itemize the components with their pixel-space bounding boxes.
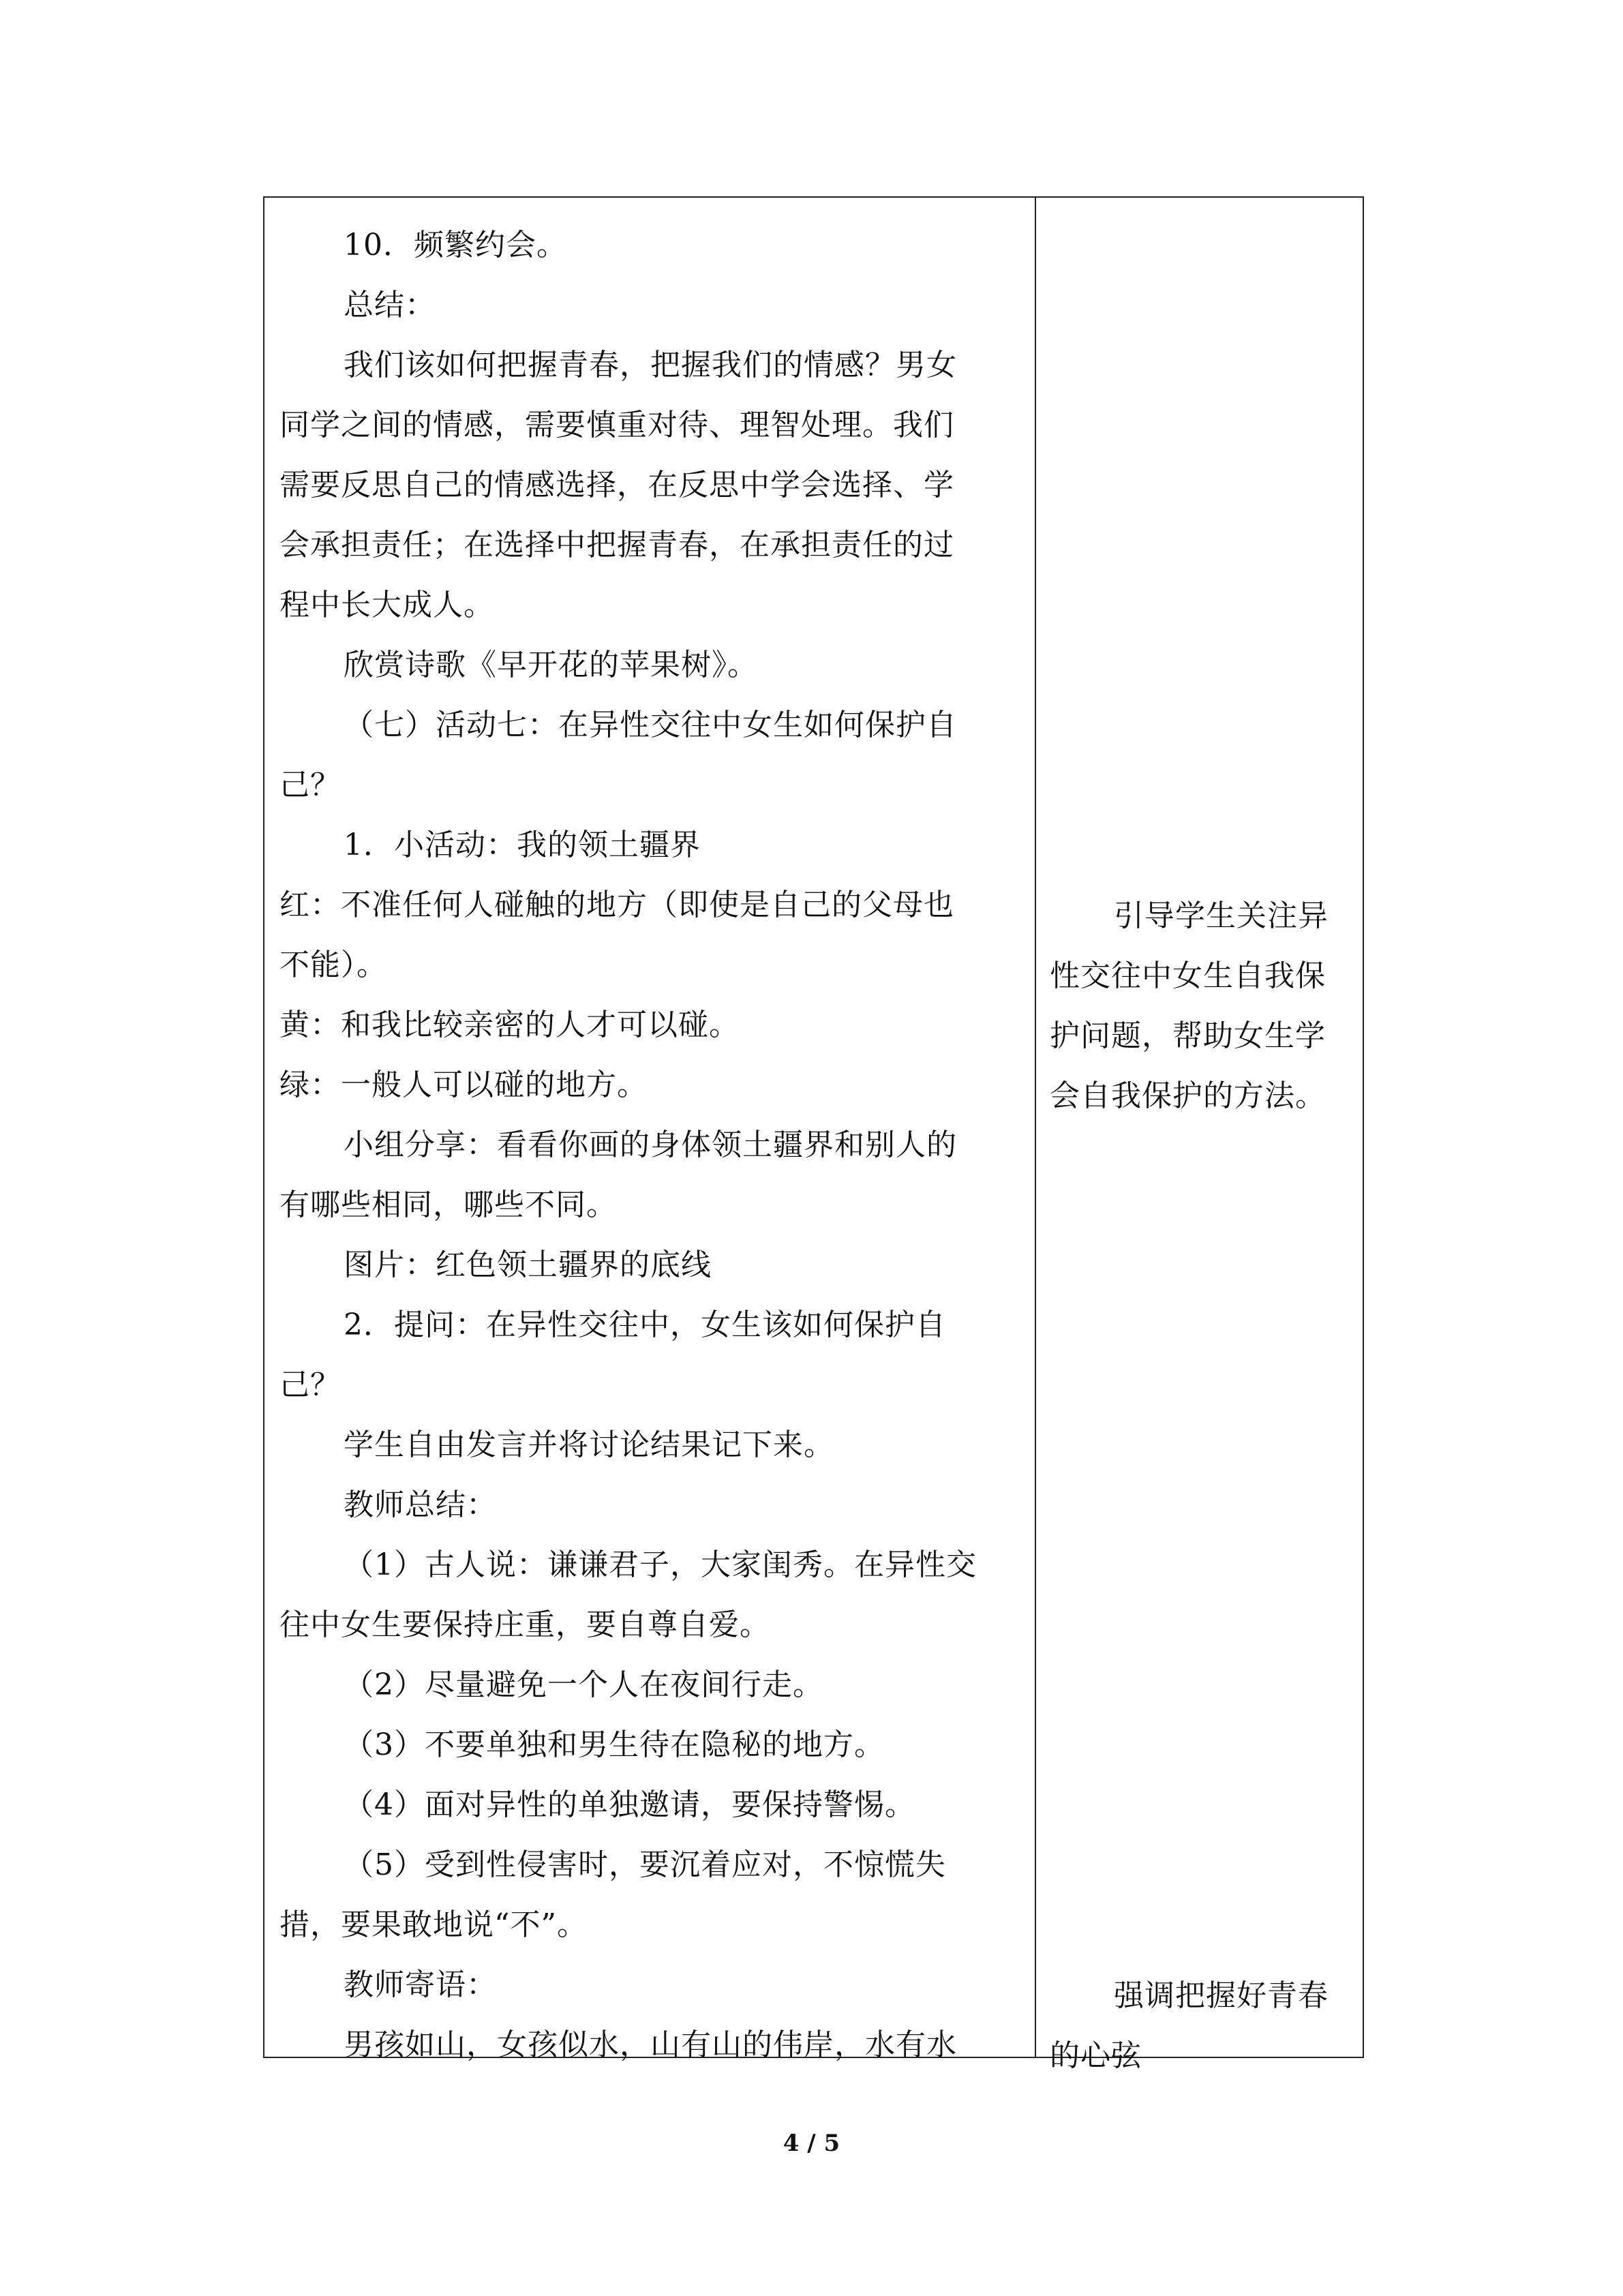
text-line: 引导学生关注异 — [1114, 898, 1329, 933]
text-line: 性交往中女生自我保 — [1050, 958, 1326, 993]
text-line: （七）活动七：在异性交往中女生如何保护自 — [344, 708, 957, 742]
text-line: （3）不要单独和男生待在隐秘的地方。 — [344, 1727, 885, 1762]
text-line: 往中女生要保持庄重，要自尊自爱。 — [279, 1607, 770, 1642]
text-line: 红：不准任何人碰触的地方（即使是自己的父母也 — [279, 888, 954, 922]
text-line: 己？ — [279, 768, 341, 802]
text-line: 护问题，帮助女生学 — [1050, 1018, 1326, 1053]
text-line: 教师总结： — [344, 1487, 497, 1522]
text-line: 1．小活动：我的领土疆界 — [344, 828, 701, 862]
design-intent-note-1 — [1050, 886, 1350, 1126]
text-line: 欣赏诗歌《早开花的苹果树》。 — [344, 648, 758, 682]
text-line: 10．频繁约会。 — [344, 228, 567, 262]
teaching-process-column — [279, 215, 1016, 2075]
text-line: 图片：红色领土疆界的底线 — [344, 1248, 712, 1282]
text-line: 会自我保护的方法。 — [1050, 1078, 1326, 1113]
text-line: 教师寄语： — [344, 1967, 497, 2002]
text-line: 有哪些相同，哪些不同。 — [279, 1188, 617, 1222]
design-intent-note-2 — [1050, 1966, 1350, 2086]
lesson-table — [263, 196, 1364, 2073]
text-line: 需要反思自己的情感选择，在反思中学会选择、学 — [279, 468, 954, 502]
text-line: 男孩如山，女孩似水，山有山的伟岸，水有水 — [344, 2027, 957, 2062]
text-line: 总结： — [344, 288, 436, 322]
page-number: 4 / 5 — [783, 2130, 840, 2157]
text-line: （5）受到性侵害时，要沉着应对，不惊慌失 — [344, 1847, 946, 1882]
text-line: 会承担责任；在选择中把握青春，在承担责任的过 — [279, 528, 954, 562]
text-line: （4）面对异性的单独邀请，要保持警惕。 — [344, 1787, 915, 1822]
text-line: 的心弦 — [1050, 2038, 1142, 2073]
text-line: 绿：一般人可以碰的地方。 — [279, 1068, 648, 1102]
text-line: 2．提问：在异性交往中，女生该如何保护自 — [344, 1308, 946, 1342]
text-line: 己？ — [279, 1368, 341, 1402]
text-line: 黄：和我比较亲密的人才可以碰。 — [279, 1008, 740, 1042]
text-line: （2）尽量避免一个人在夜间行走。 — [344, 1667, 823, 1702]
text-line: 我们该如何把握青春，把握我们的情感？男女 — [344, 348, 957, 382]
text-line: 小组分享：看看你画的身体领土疆界和别人的 — [344, 1128, 957, 1162]
text-line: 程中长大成人。 — [279, 588, 494, 622]
text-line: 措，要果敢地说“不”。 — [279, 1907, 588, 1942]
text-line: （1）古人说：谦谦君子，大家闺秀。在异性交 — [344, 1547, 977, 1582]
text-line: 强调把握好青春 — [1114, 1978, 1329, 2013]
text-line: 同学之间的情感，需要慎重对待、理智处理。我们 — [279, 408, 954, 442]
text-line: 学生自由发言并将讨论结果记下来。 — [344, 1428, 834, 1462]
column-divider — [1035, 198, 1036, 2057]
text-line: 不能）。 — [279, 948, 387, 982]
